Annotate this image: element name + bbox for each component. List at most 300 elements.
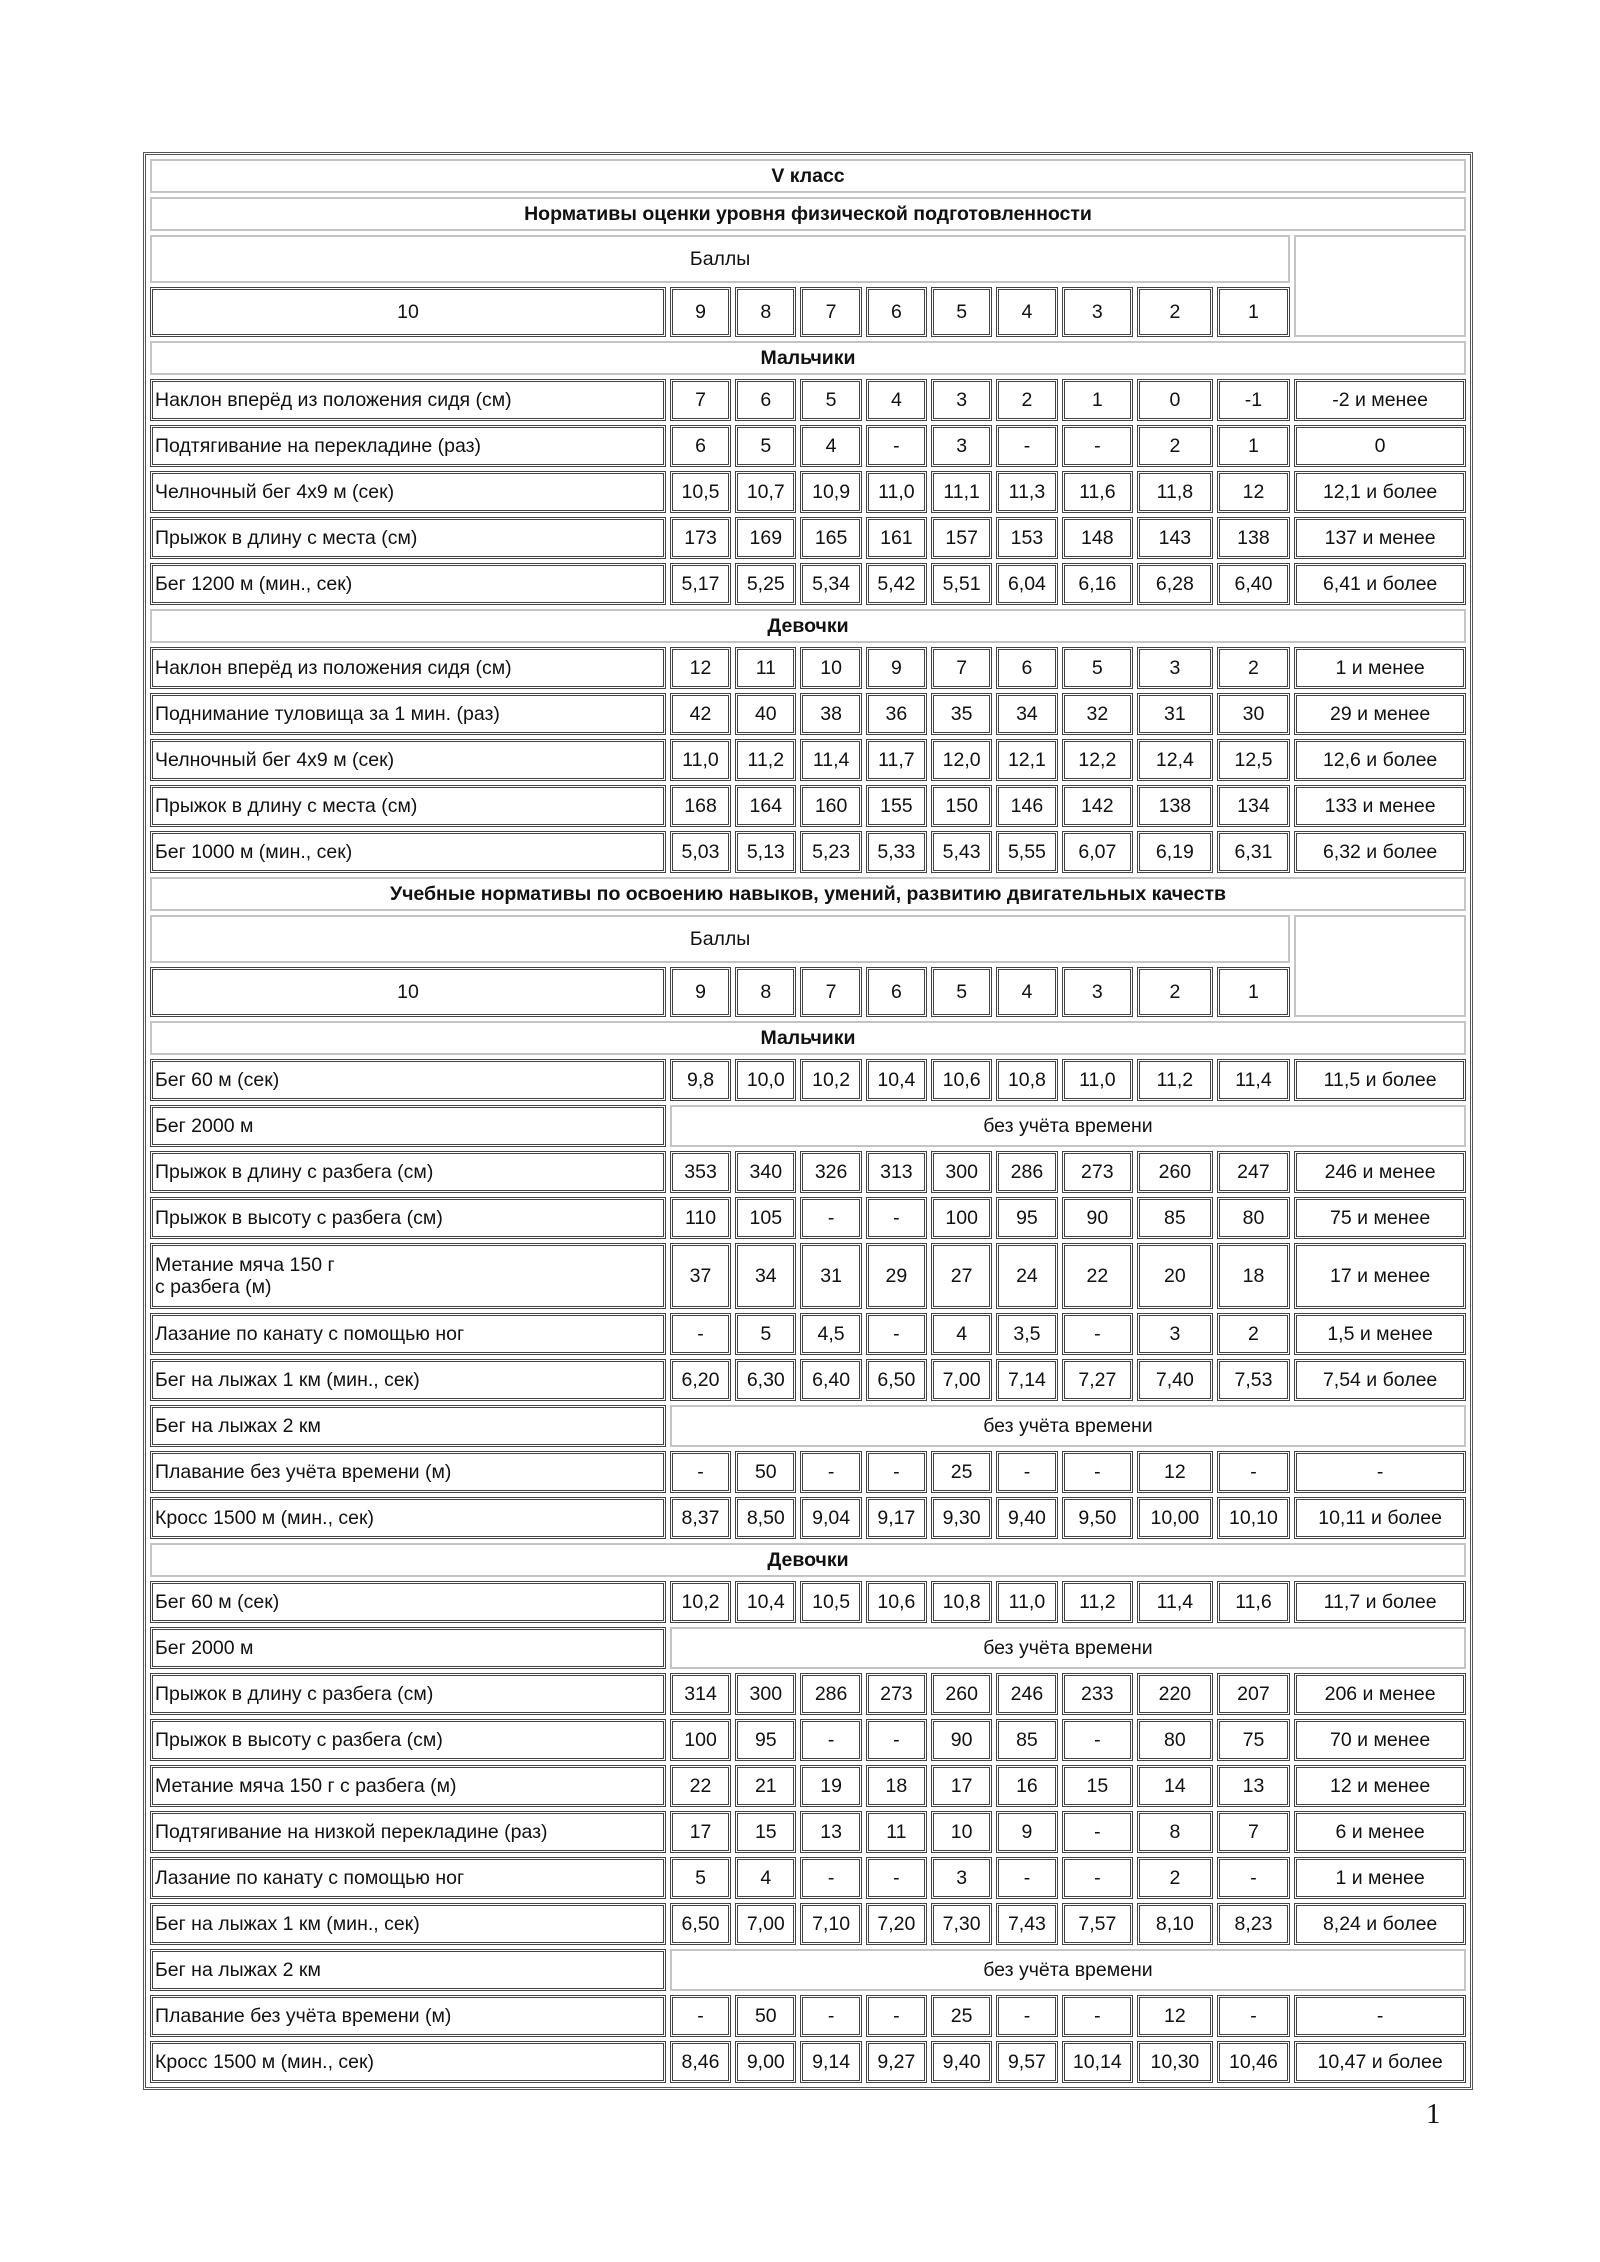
value-cell: 169: [735, 517, 796, 559]
value-cell: 1,5 и менее: [1294, 1313, 1466, 1355]
value-cell: 12,2: [1062, 739, 1134, 781]
value-cell: 5,17: [670, 563, 731, 605]
value-cell: -: [1062, 1995, 1134, 2037]
value-cell: 7,00: [931, 1359, 992, 1401]
row-label: Кросс 1500 м (мин., сек): [150, 1497, 666, 1539]
value-cell: 7,30: [931, 1903, 992, 1945]
norms-table: [143, 152, 1473, 2090]
value-cell: 3: [931, 425, 992, 467]
value-cell: 246: [996, 1673, 1057, 1715]
score-header: 1: [1217, 287, 1291, 337]
value-cell: 157: [931, 517, 992, 559]
table-row: [150, 1497, 1466, 1539]
value-cell: 6,19: [1137, 831, 1213, 873]
table-row: [150, 425, 1466, 467]
merged-value: без учёта времени: [670, 1405, 1466, 1447]
score-header: 6: [866, 287, 927, 337]
value-cell: -: [1062, 1451, 1134, 1493]
table-row: [150, 1857, 1466, 1899]
value-cell: 3: [931, 379, 992, 421]
value-cell: 146: [996, 785, 1057, 827]
value-cell: -: [866, 425, 927, 467]
value-cell: -: [1294, 1451, 1466, 1493]
value-cell: -: [670, 1995, 731, 2037]
table-row: [150, 1995, 1466, 2037]
value-cell: 9,04: [800, 1497, 861, 1539]
value-cell: 10,5: [670, 471, 731, 513]
value-cell: 12: [1137, 1995, 1213, 2037]
row-label: Прыжок в длину с разбега (см): [150, 1673, 666, 1715]
value-cell: 4: [931, 1313, 992, 1355]
value-cell: 7,54 и более: [1294, 1359, 1466, 1401]
value-cell: 273: [866, 1673, 927, 1715]
row-label: Бег 60 м (сек): [150, 1059, 666, 1101]
corner-cell: [1294, 915, 1466, 1017]
value-cell: -: [996, 1995, 1057, 2037]
value-cell: -: [800, 1995, 861, 2037]
value-cell: 42: [670, 693, 731, 735]
value-cell: 9,00: [735, 2041, 796, 2083]
value-cell: 286: [996, 1151, 1057, 1193]
value-cell: 11,4: [1217, 1059, 1291, 1101]
value-cell: -: [800, 1719, 861, 1761]
value-cell: 80: [1137, 1719, 1213, 1761]
value-cell: 12 и менее: [1294, 1765, 1466, 1807]
value-cell: 2: [1137, 425, 1213, 467]
table-row: [150, 1719, 1466, 1761]
value-cell: 95: [735, 1719, 796, 1761]
value-cell: 20: [1137, 1243, 1213, 1309]
value-cell: 7,27: [1062, 1359, 1134, 1401]
value-cell: 153: [996, 517, 1057, 559]
value-cell: 34: [996, 693, 1057, 735]
value-cell: 11,7 и более: [1294, 1581, 1466, 1623]
value-cell: 6,28: [1137, 563, 1213, 605]
score-header: 4: [996, 287, 1057, 337]
value-cell: 150: [931, 785, 992, 827]
value-cell: 25: [931, 1451, 992, 1493]
value-cell: 5,23: [800, 831, 861, 873]
value-cell: 6,50: [866, 1359, 927, 1401]
value-cell: 143: [1137, 517, 1213, 559]
value-cell: 85: [996, 1719, 1057, 1761]
value-cell: 11,1: [931, 471, 992, 513]
value-cell: 148: [1062, 517, 1134, 559]
value-cell: 6,50: [670, 1903, 731, 1945]
balls-label: Баллы: [150, 915, 1290, 963]
document-page: [143, 152, 1473, 2090]
value-cell: 11,0: [670, 739, 731, 781]
score-header: 4: [996, 967, 1057, 1017]
table-body: [150, 159, 1466, 2083]
row-label: Плавание без учёта времени (м): [150, 1451, 666, 1493]
value-cell: 260: [1137, 1151, 1213, 1193]
value-cell: 8,46: [670, 2041, 731, 2083]
value-cell: 6: [735, 379, 796, 421]
table-row: [150, 1581, 1466, 1623]
table-row: [150, 1243, 1466, 1309]
row-label: Подтягивание на низкой перекладине (раз): [150, 1811, 666, 1853]
table-row: [150, 1451, 1466, 1493]
value-cell: 246 и менее: [1294, 1151, 1466, 1193]
value-cell: 7,10: [800, 1903, 861, 1945]
score-header: 2: [1137, 287, 1213, 337]
value-cell: 29 и менее: [1294, 693, 1466, 735]
value-cell: 168: [670, 785, 731, 827]
value-cell: 10,00: [1137, 1497, 1213, 1539]
value-cell: 5,34: [800, 563, 861, 605]
score-header: 7: [800, 287, 861, 337]
score-header: 10: [150, 967, 666, 1017]
row-label: [150, 1243, 666, 1309]
value-cell: 165: [800, 517, 861, 559]
value-cell: 17: [670, 1811, 731, 1853]
value-cell: 5,43: [931, 831, 992, 873]
row-label: Бег на лыжах 2 км: [150, 1405, 666, 1447]
value-cell: -: [1217, 1857, 1291, 1899]
corner-cell: [1294, 235, 1466, 337]
value-cell: 4: [800, 425, 861, 467]
value-cell: 3: [931, 1857, 992, 1899]
training-boys-heading-row: [150, 1021, 1466, 1055]
value-cell: 12: [1217, 471, 1291, 513]
value-cell: -: [866, 1451, 927, 1493]
table-row: [150, 1359, 1466, 1401]
row-label: Наклон вперёд из положения сидя (см): [150, 647, 666, 689]
value-cell: 5: [800, 379, 861, 421]
table-row: [150, 379, 1466, 421]
value-cell: 4: [735, 1857, 796, 1899]
value-cell: 6,16: [1062, 563, 1134, 605]
row-label: Прыжок в высоту с разбега (см): [150, 1719, 666, 1761]
value-cell: 32: [1062, 693, 1134, 735]
physical-balls-row: [150, 235, 1466, 283]
row-label: Бег 60 м (сек): [150, 1581, 666, 1623]
row-label: Бег 1200 м (мин., сек): [150, 563, 666, 605]
value-cell: 10,14: [1062, 2041, 1134, 2083]
value-cell: 1: [1217, 425, 1291, 467]
value-cell: 11,3: [996, 471, 1057, 513]
value-cell: 11: [735, 647, 796, 689]
value-cell: 16: [996, 1765, 1057, 1807]
row-label: Бег на лыжах 1 км (мин., сек): [150, 1359, 666, 1401]
row-label: Поднимание туловища за 1 мин. (раз): [150, 693, 666, 735]
value-cell: 7,40: [1137, 1359, 1213, 1401]
value-cell: 6,20: [670, 1359, 731, 1401]
table-row: [150, 1313, 1466, 1355]
value-cell: 3: [1137, 1313, 1213, 1355]
row-label: Плавание без учёта времени (м): [150, 1995, 666, 2037]
row-label: Бег 1000 м (мин., сек): [150, 831, 666, 873]
table-row: [150, 517, 1466, 559]
value-cell: 11,0: [996, 1581, 1057, 1623]
value-cell: -2 и менее: [1294, 379, 1466, 421]
value-cell: 5: [735, 1313, 796, 1355]
row-label: Прыжок в высоту с разбега (см): [150, 1197, 666, 1239]
physical-title: Нормативы оценки уровня физической подготовленности: [150, 197, 1466, 231]
value-cell: 6,07: [1062, 831, 1134, 873]
row-label: Прыжок в длину с разбега (см): [150, 1151, 666, 1193]
value-cell: 273: [1062, 1151, 1134, 1193]
class-title-row: [150, 159, 1466, 193]
value-cell: -: [996, 425, 1057, 467]
value-cell: 90: [1062, 1197, 1134, 1239]
value-cell: 12,5: [1217, 739, 1291, 781]
value-cell: 40: [735, 693, 796, 735]
value-cell: 13: [800, 1811, 861, 1853]
score-header: 5: [931, 967, 992, 1017]
row-label: Челночный бег 4х9 м (сек): [150, 471, 666, 513]
value-cell: -: [1217, 1995, 1291, 2037]
value-cell: -: [1062, 425, 1134, 467]
value-cell: 12,6 и более: [1294, 739, 1466, 781]
score-header: 6: [866, 967, 927, 1017]
value-cell: 3,5: [996, 1313, 1057, 1355]
value-cell: 50: [735, 1451, 796, 1493]
value-cell: 85: [1137, 1197, 1213, 1239]
row-label: Прыжок в длину с места (см): [150, 517, 666, 559]
value-cell: 2: [1217, 647, 1291, 689]
value-cell: 50: [735, 1995, 796, 2037]
value-cell: 100: [931, 1197, 992, 1239]
value-cell: 2: [1137, 1857, 1213, 1899]
score-header: 2: [1137, 967, 1213, 1017]
value-cell: 17 и менее: [1294, 1243, 1466, 1309]
value-cell: 10,8: [996, 1059, 1057, 1101]
table-row: [150, 2041, 1466, 2083]
merged-value: без учёта времени: [670, 1105, 1466, 1147]
value-cell: 142: [1062, 785, 1134, 827]
value-cell: 90: [931, 1719, 992, 1761]
training-title: Учебные нормативы по освоению навыков, умений, развитию двигательных качеств: [150, 877, 1466, 911]
physical-girls-heading-row: [150, 609, 1466, 643]
value-cell: 38: [800, 693, 861, 735]
value-cell: 11,2: [735, 739, 796, 781]
score-header: 8: [735, 287, 796, 337]
value-cell: 8,23: [1217, 1903, 1291, 1945]
value-cell: 220: [1137, 1673, 1213, 1715]
table-row: [150, 1903, 1466, 1945]
value-cell: 9,14: [800, 2041, 861, 2083]
value-cell: -: [800, 1197, 861, 1239]
value-cell: 110: [670, 1197, 731, 1239]
table-row: [150, 1059, 1466, 1101]
value-cell: 17: [931, 1765, 992, 1807]
row-label: Подтягивание на перекладине (раз): [150, 425, 666, 467]
class-title: V класс: [150, 159, 1466, 193]
value-cell: -: [866, 1995, 927, 2037]
value-cell: 6,04: [996, 563, 1057, 605]
training-balls-row: [150, 915, 1466, 963]
score-header: 9: [670, 287, 731, 337]
value-cell: 21: [735, 1765, 796, 1807]
merged-value: без учёта времени: [670, 1627, 1466, 1669]
value-cell: -: [1294, 1995, 1466, 2037]
value-cell: 22: [1062, 1243, 1134, 1309]
value-cell: -: [1062, 1719, 1134, 1761]
row-label: Бег на лыжах 1 км (мин., сек): [150, 1903, 666, 1945]
row-label: Бег 2000 м: [150, 1105, 666, 1147]
value-cell: 11,7: [866, 739, 927, 781]
merged-value: без учёта времени: [670, 1949, 1466, 1991]
value-cell: 353: [670, 1151, 731, 1193]
value-cell: -: [866, 1719, 927, 1761]
value-cell: 10,8: [931, 1581, 992, 1623]
score-header: 8: [735, 967, 796, 1017]
value-cell: -: [670, 1313, 731, 1355]
value-cell: 24: [996, 1243, 1057, 1309]
value-cell: 10: [800, 647, 861, 689]
value-cell: 6,31: [1217, 831, 1291, 873]
value-cell: 75 и менее: [1294, 1197, 1466, 1239]
value-cell: 5,33: [866, 831, 927, 873]
row-label: Прыжок в длину с места (см): [150, 785, 666, 827]
value-cell: -: [800, 1451, 861, 1493]
row-label: Метание мяча 150 г с разбега (м): [150, 1765, 666, 1807]
value-cell: 161: [866, 517, 927, 559]
value-cell: 4,5: [800, 1313, 861, 1355]
value-cell: 6,41 и более: [1294, 563, 1466, 605]
physical-title-row: [150, 197, 1466, 231]
value-cell: 11,4: [800, 739, 861, 781]
physical-girls-heading: Девочки: [150, 609, 1466, 643]
value-cell: 10,0: [735, 1059, 796, 1101]
value-cell: 10,2: [670, 1581, 731, 1623]
row-label: Бег 2000 м: [150, 1627, 666, 1669]
value-cell: 11,0: [1062, 1059, 1134, 1101]
value-cell: 173: [670, 517, 731, 559]
value-cell: 10,30: [1137, 2041, 1213, 2083]
table-row: [150, 563, 1466, 605]
value-cell: 6,40: [800, 1359, 861, 1401]
value-cell: 34: [735, 1243, 796, 1309]
table-row: [150, 1405, 1466, 1447]
balls-label: Баллы: [150, 235, 1290, 283]
value-cell: 7,20: [866, 1903, 927, 1945]
row-label: Кросс 1500 м (мин., сек): [150, 2041, 666, 2083]
row-label-line: Метание мяча 150 г: [155, 1254, 335, 1276]
value-cell: 10,7: [735, 471, 796, 513]
value-cell: 7,53: [1217, 1359, 1291, 1401]
value-cell: 10,11 и более: [1294, 1497, 1466, 1539]
value-cell: 155: [866, 785, 927, 827]
value-cell: 133 и менее: [1294, 785, 1466, 827]
value-cell: 5,42: [866, 563, 927, 605]
table-row: [150, 1811, 1466, 1853]
value-cell: 11,8: [1137, 471, 1213, 513]
training-title-row: [150, 877, 1466, 911]
value-cell: 300: [931, 1151, 992, 1193]
value-cell: 9,40: [931, 2041, 992, 2083]
value-cell: 6,32 и более: [1294, 831, 1466, 873]
row-label: Наклон вперёд из положения сидя (см): [150, 379, 666, 421]
physical-scores-row: [150, 287, 1466, 337]
value-cell: 260: [931, 1673, 992, 1715]
value-cell: 11,5 и более: [1294, 1059, 1466, 1101]
value-cell: 286: [800, 1673, 861, 1715]
training-boys-heading: Мальчики: [150, 1021, 1466, 1055]
table-row: [150, 693, 1466, 735]
value-cell: 15: [1062, 1765, 1134, 1807]
value-cell: 10,6: [931, 1059, 992, 1101]
value-cell: 9,8: [670, 1059, 731, 1101]
value-cell: 160: [800, 785, 861, 827]
value-cell: 8: [1137, 1811, 1213, 1853]
value-cell: 134: [1217, 785, 1291, 827]
value-cell: 9,30: [931, 1497, 992, 1539]
score-header: 3: [1062, 287, 1134, 337]
value-cell: 5,13: [735, 831, 796, 873]
table-row: [150, 471, 1466, 513]
value-cell: 25: [931, 1995, 992, 2037]
value-cell: 13: [1217, 1765, 1291, 1807]
score-header: 3: [1062, 967, 1134, 1017]
value-cell: 1: [1062, 379, 1134, 421]
value-cell: 12,1: [996, 739, 1057, 781]
physical-boys-heading-row: [150, 341, 1466, 375]
value-cell: 27: [931, 1243, 992, 1309]
value-cell: 7,14: [996, 1359, 1057, 1401]
row-label: Лазание по канату с помощью ног: [150, 1857, 666, 1899]
value-cell: 313: [866, 1151, 927, 1193]
value-cell: 207: [1217, 1673, 1291, 1715]
value-cell: 12,1 и более: [1294, 471, 1466, 513]
value-cell: -: [800, 1857, 861, 1899]
value-cell: 8,37: [670, 1497, 731, 1539]
value-cell: 9,40: [996, 1497, 1057, 1539]
value-cell: 9,50: [1062, 1497, 1134, 1539]
score-header: 1: [1217, 967, 1291, 1017]
table-row: [150, 1765, 1466, 1807]
value-cell: 300: [735, 1673, 796, 1715]
value-cell: 15: [735, 1811, 796, 1853]
value-cell: 1 и менее: [1294, 1857, 1466, 1899]
table-row: [150, 739, 1466, 781]
value-cell: 10,46: [1217, 2041, 1291, 2083]
value-cell: -: [996, 1857, 1057, 1899]
value-cell: 314: [670, 1673, 731, 1715]
training-girls-heading-row: [150, 1543, 1466, 1577]
value-cell: 0: [1137, 379, 1213, 421]
value-cell: 10,4: [735, 1581, 796, 1623]
value-cell: 10,4: [866, 1059, 927, 1101]
value-cell: -: [866, 1197, 927, 1239]
value-cell: -: [670, 1451, 731, 1493]
score-header: 5: [931, 287, 992, 337]
value-cell: -: [1062, 1811, 1134, 1853]
value-cell: 10,5: [800, 1581, 861, 1623]
value-cell: 6 и менее: [1294, 1811, 1466, 1853]
value-cell: 9: [996, 1811, 1057, 1853]
value-cell: 5,55: [996, 831, 1057, 873]
value-cell: 11,4: [1137, 1581, 1213, 1623]
value-cell: 30: [1217, 693, 1291, 735]
value-cell: 6,30: [735, 1359, 796, 1401]
value-cell: 5,51: [931, 563, 992, 605]
value-cell: 7: [931, 647, 992, 689]
value-cell: 10,6: [866, 1581, 927, 1623]
value-cell: 18: [1217, 1243, 1291, 1309]
value-cell: -: [866, 1857, 927, 1899]
training-scores-row: [150, 967, 1466, 1017]
value-cell: -: [1062, 1313, 1134, 1355]
value-cell: 6: [670, 425, 731, 467]
value-cell: 12,4: [1137, 739, 1213, 781]
value-cell: 6,40: [1217, 563, 1291, 605]
value-cell: 8,10: [1137, 1903, 1213, 1945]
value-cell: 70 и менее: [1294, 1719, 1466, 1761]
table-row: [150, 1673, 1466, 1715]
